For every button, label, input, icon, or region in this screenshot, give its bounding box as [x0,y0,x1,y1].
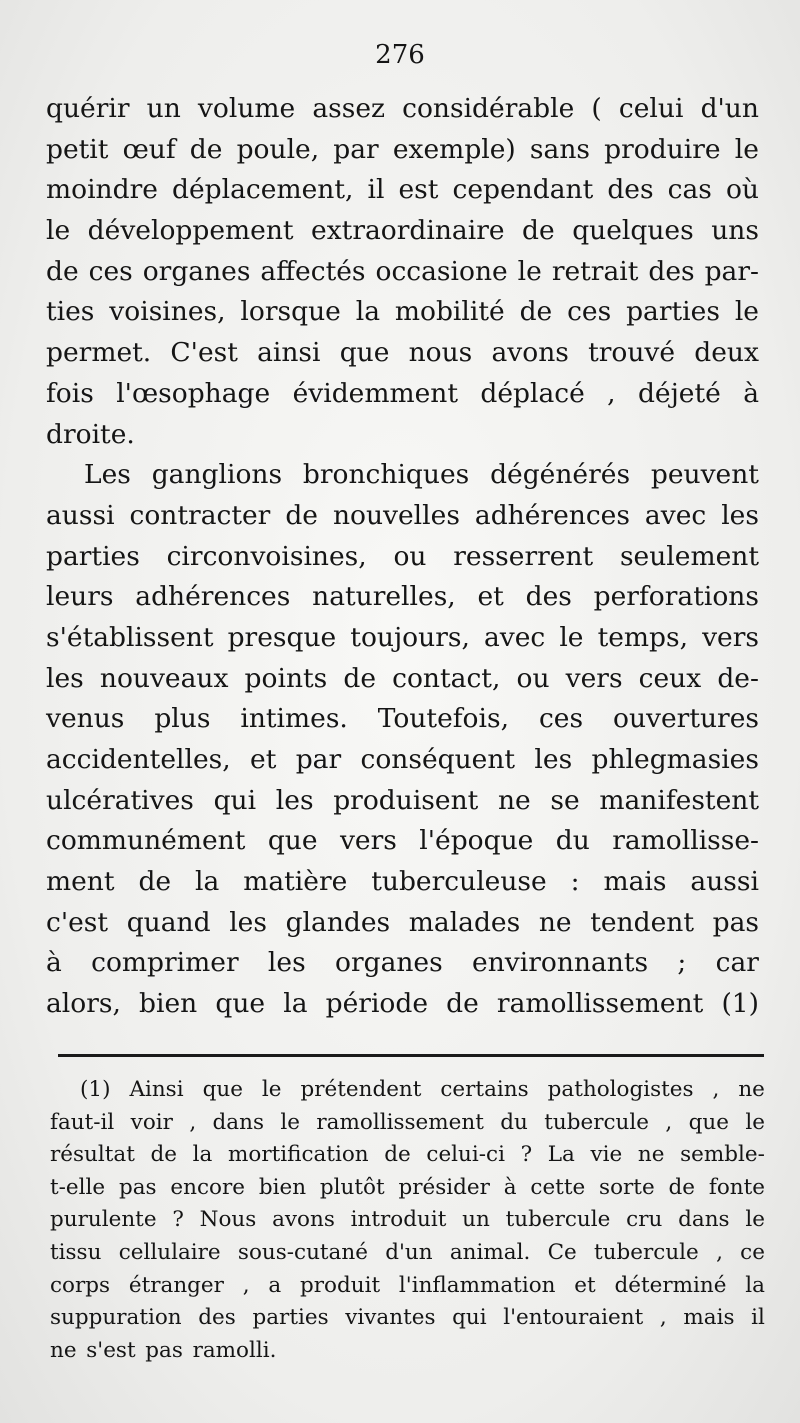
text-line [46,292,759,333]
word: mais [683,1305,735,1331]
text-line [46,618,759,659]
word: à [503,1174,517,1200]
text-line [46,170,759,211]
word: voir [130,1109,173,1135]
word: ces [538,703,584,735]
word: étranger [128,1272,224,1298]
word: le [261,1077,282,1102]
word: ulcératives [46,784,194,816]
word: occasione [375,255,508,287]
word: ne [738,1077,765,1102]
word: développement [87,215,294,247]
word: celui [618,93,684,124]
footnote-line [50,1139,765,1172]
word: par [295,744,342,775]
text-line [46,821,759,862]
word: mobilité [394,296,505,328]
footnote [50,1074,765,1367]
word: produit [300,1272,381,1298]
word: dans [678,1207,730,1233]
word: à [46,947,62,979]
word: des [607,174,654,206]
footnote-line [50,1204,765,1237]
word: la [195,866,220,898]
word: ne [637,1142,665,1168]
word: produire [604,133,721,165]
word: de [668,1174,696,1200]
word: C'est [170,337,238,369]
word: déplacement, [172,174,354,206]
word: matière [243,866,348,898]
word: leurs [46,581,114,613]
word: droite. [46,418,135,450]
word: période [325,988,429,1020]
word: quérir [46,93,130,124]
word: presque [227,621,337,653]
word: parties [252,1305,329,1331]
word: et [574,1272,596,1298]
word: avec [644,499,707,531]
word: phlegmasies [591,744,759,775]
word: de [522,215,555,247]
word: produisent [333,784,479,816]
word: est [398,174,439,206]
word: dégénérés [490,459,631,491]
word: vers [565,662,623,694]
word: le [745,1207,765,1233]
word: ramollisse- [612,825,759,857]
text-line [46,537,759,578]
word: s'est [86,1337,136,1363]
word: sans [529,133,590,165]
word: il [367,174,385,206]
word: pas [145,1337,183,1363]
word: retrait [551,255,639,287]
word: sorte [599,1174,655,1200]
word: de [446,988,479,1020]
word: organes [142,255,251,287]
word: mais [603,866,667,898]
word: c'est [46,906,109,938]
word: (1) [80,1077,111,1102]
word: que [267,825,318,857]
word: contact, [392,662,501,694]
word: pathologistes [547,1077,694,1102]
word: un [146,93,181,124]
word: les [275,784,314,816]
word: l'œsophage [116,377,271,409]
word: mortification [227,1142,369,1168]
word: , [189,1109,197,1135]
word: cependant [452,174,594,206]
word: que [215,988,266,1020]
word: considérable [402,93,575,124]
text-line [46,903,759,944]
word: l'époque [419,825,534,857]
word: parties [46,540,140,572]
word: le [517,255,542,287]
text-line [46,496,759,537]
word: d'un [385,1239,433,1265]
word: de [519,296,553,328]
word: avons [272,1207,335,1233]
word: l'inflammation [398,1272,556,1298]
word: alors, [46,988,121,1020]
word: de [150,1142,177,1168]
word: fois [46,377,94,409]
word: de [285,499,318,531]
word: quelques [572,215,694,247]
word: cette [530,1174,586,1200]
word: a [268,1272,282,1298]
word: ramollissement [316,1109,484,1135]
word: permet. [46,337,152,369]
word: les [267,947,306,979]
word: poule, [236,133,320,165]
word: ceux [638,662,702,694]
word: bien [258,1174,307,1200]
word: un [462,1207,490,1233]
word: le [280,1109,301,1135]
word: suppuration [50,1305,182,1331]
word: des [525,581,572,613]
word: adhérences [135,581,291,613]
word: Ainsi [129,1077,184,1102]
word: voisines, [109,296,226,328]
word: se [550,784,580,816]
word: résultat [50,1142,135,1168]
word: , [607,377,616,409]
word: introduit [350,1207,447,1233]
word: peuvent [650,459,759,491]
word: tubercule [505,1207,611,1233]
word: points [244,662,328,694]
word: vers [339,825,397,857]
word: t-elle [50,1174,106,1200]
word: quand [126,906,211,938]
word: de [343,662,377,694]
word: de [46,255,79,287]
word: animal. [449,1239,531,1265]
word: les [721,499,759,531]
word: semble- [680,1142,765,1168]
word: fonte [708,1174,765,1200]
word: du [555,825,590,857]
word: vivantes [345,1305,436,1331]
word: aussi [46,499,115,531]
word: pas [118,1174,157,1200]
word: ramollissement [496,988,704,1020]
word: Ce [547,1239,577,1265]
footnote-line [50,1302,765,1335]
word: volume [197,93,296,124]
word: de [138,866,172,898]
word: où [725,174,759,206]
word: Nous [199,1207,257,1233]
word: comprimer [91,947,239,979]
word: cas [667,174,712,206]
word: parties [626,296,720,328]
word: tuberculeuse [371,866,547,898]
word: ment [46,866,115,898]
word: ( [591,93,602,124]
word: deux [694,337,759,369]
text-line [46,252,759,293]
body-text [46,89,759,1025]
word: ne [538,906,572,938]
word: des [648,255,695,287]
word: s'établissent [46,621,214,653]
word: trouvé [588,337,676,369]
word: les [229,906,267,938]
word: la [745,1272,765,1298]
word: le [46,215,71,247]
word: le [559,621,584,653]
word: qui [452,1305,487,1331]
word: seulement [619,540,759,572]
word: pas [712,906,759,938]
word: le [734,133,759,165]
word: déplacé [480,377,585,409]
word: ou [516,662,550,694]
word: corps [50,1272,111,1298]
word: , [242,1272,250,1298]
word: la [192,1142,213,1168]
word: la [283,988,308,1020]
word: ne [50,1337,77,1363]
word: de [189,133,223,165]
word: ce [740,1239,765,1265]
word: par [333,133,379,165]
word: évidemment [292,377,458,409]
word: , [716,1239,723,1265]
footnote-line [50,1270,765,1303]
footnote-rule [58,1054,764,1057]
word: malades [408,906,521,938]
text-line [46,862,759,903]
word: ; [677,947,687,979]
text-line [46,333,759,374]
word: le [734,296,759,328]
word: plus [154,703,211,735]
word: circonvoisines, [166,540,367,572]
text-line [46,781,759,822]
word: ? [520,1142,533,1168]
word: ramolli. [192,1337,277,1363]
word: adhérences [474,499,630,531]
word: ganglions [151,459,283,491]
word: cellulaire [118,1239,221,1265]
word: purulente [50,1207,157,1233]
footnote-line [50,1237,765,1270]
word: par- [704,255,759,287]
word: nouveaux [99,662,229,694]
word: celui-ci [426,1142,505,1168]
footnote-line [50,1335,765,1368]
word: bronchiques [302,459,470,491]
word: de- [717,662,759,694]
word: uns [711,215,759,247]
word: tubercule [594,1239,699,1265]
word: Les [84,459,131,491]
word: que [339,337,390,369]
word: venus [46,703,125,735]
text-line [46,455,759,496]
word: et [250,744,277,775]
word: temps, [597,621,689,653]
word: du [500,1109,528,1135]
word: présider [398,1174,490,1200]
word: il [751,1305,765,1331]
word: faut-il [50,1109,115,1135]
word: petit [46,133,109,165]
word: cru [626,1207,663,1233]
word: ces [567,296,612,328]
text-line [46,89,759,130]
word: tubercule [544,1109,650,1135]
text-line [46,415,759,456]
word: de [384,1142,411,1168]
word: manifestent [599,784,759,816]
footnote-line [50,1107,765,1140]
word: le [745,1109,765,1135]
text-line [46,130,759,171]
word: que [202,1077,243,1102]
word: ouvertures [612,703,759,735]
word: ces [88,255,133,287]
footnote-line [50,1172,765,1205]
word: , [665,1109,673,1135]
word: la [355,296,380,328]
word: environnants [472,947,649,979]
word: assez [312,93,385,124]
text-line [46,211,759,252]
word: bien [139,988,198,1020]
word: plutôt [319,1174,385,1200]
word: tissu [50,1239,102,1265]
page-number: 276 [375,40,425,70]
word: tendent [590,906,694,938]
word: les [46,662,84,694]
word: avons [491,337,569,369]
word: ou [393,540,427,572]
word: , [659,1305,667,1331]
word: Toutefois, [377,703,510,735]
footnote-line [50,1074,765,1107]
text-line [46,659,759,700]
text-line [46,374,759,415]
word: prétendent [300,1077,422,1102]
word: et [477,581,504,613]
word: œuf [122,133,176,165]
word: dans [212,1109,265,1135]
word: perforations [593,581,759,613]
word: organes [334,947,443,979]
word: l'entouraient [503,1305,644,1331]
text-line [46,577,759,618]
word: certains [440,1077,529,1102]
word: accidentelles, [46,744,231,775]
word: La [547,1142,575,1168]
word: sous-cutané [237,1239,368,1265]
word: vers [702,621,759,653]
word: exemple) [392,133,516,165]
word: affectés [260,255,366,287]
word: qui [213,784,257,816]
word: (1) [721,988,759,1020]
word: car [715,947,759,979]
word: conséquent [360,744,516,775]
word: , [712,1077,720,1102]
word: naturelles, [312,581,456,613]
word: lorsque [240,296,341,328]
text-line [46,699,759,740]
word: déterminé [614,1272,727,1298]
text-line [46,943,759,984]
word: d'un [700,93,759,124]
word: que [688,1109,729,1135]
word: ainsi [257,337,321,369]
text-line [46,984,759,1025]
word: aussi [690,866,759,898]
word: toujours, [350,621,470,653]
word: les [534,744,573,775]
word: moindre [46,174,158,206]
word: glandes [285,906,391,938]
word: communément [46,825,246,857]
word: déjeté [637,377,721,409]
word: ne [497,784,531,816]
word: avec [483,621,546,653]
word: nous [408,337,473,369]
word: ? [172,1207,184,1233]
word: à [743,377,759,409]
word: : [570,866,580,898]
text-line [46,740,759,781]
word: intimes. [240,703,348,735]
word: encore [170,1174,245,1200]
word: contracter [129,499,271,531]
word: vie [590,1142,623,1168]
word: extraordinaire [311,215,505,247]
word: resserrent [453,540,594,572]
word: ties [46,296,95,328]
word: nouvelles [332,499,460,531]
word: des [198,1305,236,1331]
